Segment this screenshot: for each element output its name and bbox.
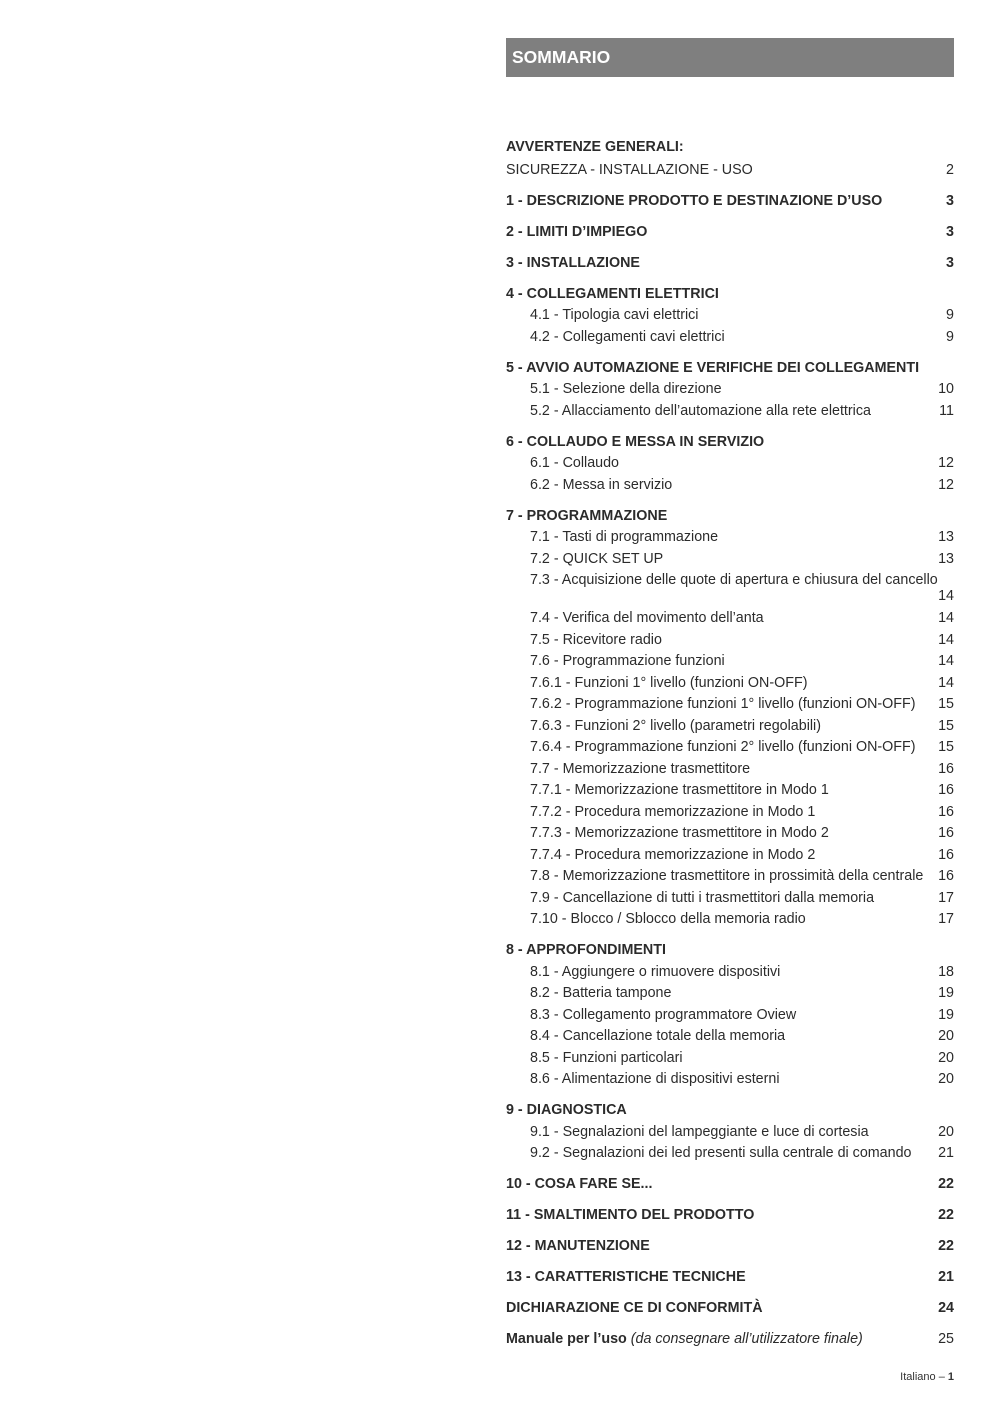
- page-number: 14: [938, 653, 954, 669]
- section-title: 5 - AVVIO AUTOMAZIONE E VERIFICHE DEI COLLEGAMENTI: [506, 359, 920, 376]
- page-number: 22: [938, 1176, 954, 1192]
- section-title: 11 - SMALTIMENTO DEL PRODOTTO: [506, 1207, 755, 1223]
- page-number: 16: [938, 825, 954, 841]
- toc-subsection[interactable]: [506, 737, 954, 759]
- toc-section: [506, 191, 954, 213]
- toc-section: [506, 1298, 954, 1320]
- page-number: 12: [938, 455, 954, 471]
- page-number: 16: [938, 868, 954, 884]
- page-number: 19: [938, 985, 954, 1001]
- page-number: 20: [938, 1071, 954, 1087]
- subsection-label: 7.7 - Memorizzazione trasmettitore: [530, 760, 751, 777]
- toc-subsection[interactable]: [506, 1048, 954, 1070]
- subsection-label: 8.3 - Collegamento programmatore Oview: [530, 1006, 797, 1023]
- toc-subsection[interactable]: [506, 909, 954, 931]
- toc-subsection[interactable]: [506, 1026, 954, 1048]
- user-manual-note: (da consegnare all’utilizzatore finale): [630, 1331, 863, 1347]
- page-number: 3: [946, 254, 954, 271]
- page-number: 11: [939, 402, 954, 419]
- toc-subsection[interactable]: [506, 475, 954, 497]
- page-number: 16: [938, 846, 954, 863]
- page-number: 10: [938, 381, 954, 397]
- page-number: 14: [938, 631, 954, 648]
- subsection-label: 9.1 - Segnalazioni del lampeggiante e luce di cortesia: [530, 1123, 869, 1140]
- page-number: 13: [938, 550, 954, 567]
- subsection-label: 7.10 - Blocco / Sblocco della memoria radio: [530, 911, 806, 927]
- toc-subsection[interactable]: [506, 453, 954, 475]
- subsection-label: 8.2 - Batteria tampone: [530, 985, 672, 1001]
- toc-user-manual[interactable]: [506, 1329, 954, 1351]
- toc-section: [506, 222, 954, 244]
- toc-subsection[interactable]: [506, 759, 954, 781]
- page-number: 20: [938, 1028, 954, 1044]
- section-title: 8 - APPROFONDIMENTI: [506, 942, 666, 958]
- subsection-label: 7.7.3 - Memorizzazione trasmettitore in Modo 2: [530, 825, 829, 841]
- section-title: 7 - PROGRAMMAZIONE: [506, 507, 668, 524]
- toc-subsection[interactable]: [506, 630, 954, 652]
- subsection-label: 7.6.2 - Programmazione funzioni 1° livello (funzioni ON-OFF): [530, 696, 916, 712]
- subsection-label: 7.3 - Acquisizione delle quote di apertura e chiusura del cancello: [530, 572, 938, 588]
- toc-subsection[interactable]: [506, 549, 954, 571]
- subsection-label: 6.2 - Messa in servizio: [530, 476, 673, 493]
- subsection-label: 4.1 - Tipologia cavi elettrici: [530, 307, 699, 323]
- section-title: 9 - DIAGNOSTICA: [506, 1102, 627, 1118]
- page-number: 21: [938, 1269, 954, 1285]
- toc-subsection[interactable]: [506, 570, 954, 608]
- toc-subsection[interactable]: [506, 651, 954, 673]
- toc-section-heading[interactable]: [506, 940, 954, 962]
- toc-section-heading[interactable]: [506, 1236, 954, 1258]
- subsection-label: 9.2 - Segnalazioni dei led presenti sulla centrale di comando: [530, 1145, 912, 1161]
- subsection-label: 6.1 - Collaudo: [530, 455, 620, 471]
- subsection-label: 8.4 - Cancellazione totale della memoria: [530, 1028, 786, 1044]
- section-title: 13 - CARATTERISTICHE TECNICHE: [506, 1269, 746, 1285]
- toc-subsection[interactable]: [506, 780, 954, 802]
- toc-section: [506, 284, 954, 349]
- toc-section: [506, 253, 954, 275]
- subsection-label: 8.1 - Aggiungere o rimuovere dispositivi: [530, 963, 781, 980]
- toc-section: [506, 506, 954, 931]
- toc-section: [506, 1205, 954, 1227]
- section-title: 1 - DESCRIZIONE PRODOTTO E DESTINAZIONE D’USO: [506, 192, 883, 209]
- toc-subsection[interactable]: [506, 673, 954, 695]
- toc-header: [506, 38, 954, 77]
- footer-language: Italiano –: [900, 1371, 948, 1383]
- toc-section-heading[interactable]: [506, 506, 954, 528]
- toc-section-heading[interactable]: [506, 1267, 954, 1289]
- table-of-contents: [506, 137, 954, 1351]
- page-number: 16: [938, 803, 954, 820]
- toc-section: [506, 1267, 954, 1289]
- toc-subsection[interactable]: [506, 845, 954, 867]
- toc-subsection[interactable]: [506, 1122, 954, 1144]
- toc-subsection[interactable]: [506, 983, 954, 1005]
- subsection-label: 5.1 - Selezione della direzione: [530, 381, 722, 397]
- page-number: 12: [938, 476, 954, 493]
- page-number: 17: [938, 889, 954, 906]
- subsection-label: 7.6.3 - Funzioni 2° livello (parametri regolabili): [530, 717, 821, 734]
- toc-subsection[interactable]: [506, 962, 954, 984]
- page-number: 13: [938, 529, 954, 545]
- toc-subsection[interactable]: [506, 694, 954, 716]
- toc-section-heading[interactable]: [506, 1174, 954, 1196]
- page-number: 3: [946, 223, 954, 240]
- toc-subsection[interactable]: [506, 888, 954, 910]
- page-number: 9: [946, 307, 954, 323]
- page-number: 22: [938, 1238, 954, 1254]
- section-title: DICHIARAZIONE CE DI CONFORMITÀ: [506, 1300, 763, 1316]
- page-number: 24: [938, 1300, 954, 1316]
- toc-section: [506, 432, 954, 497]
- subsection-label: 7.7.1 - Memorizzazione trasmettitore in Modo 1: [530, 782, 829, 798]
- section-title: 4 - COLLEGAMENTI ELETTRICI: [506, 285, 719, 302]
- toc-subsection[interactable]: [506, 527, 954, 549]
- subsection-label: 7.1 - Tasti di programmazione: [530, 529, 719, 545]
- subsection-label: 7.7.2 - Procedura memorizzazione in Modo 1: [530, 803, 816, 820]
- section-title: 2 - LIMITI D’IMPIEGO: [506, 223, 648, 240]
- toc-subsection[interactable]: [506, 608, 954, 630]
- page-number: 20: [938, 1049, 954, 1066]
- toc-section: [506, 1174, 954, 1196]
- toc-section: [506, 940, 954, 1091]
- page-number: 20: [938, 1123, 954, 1140]
- toc-subsection[interactable]: [506, 305, 954, 327]
- toc-intro-heading[interactable]: AVVERTENZE GENERALI:: [506, 139, 684, 155]
- footer-page-number: 1: [947, 1371, 954, 1383]
- section-title: 10 - COSA FARE SE...: [506, 1176, 653, 1192]
- subsection-label: 7.8 - Memorizzazione trasmettitore in prossimità della centrale: [530, 868, 924, 884]
- page-number: 3: [946, 192, 954, 209]
- subsection-label: 8.6 - Alimentazione di dispositivi esterni: [530, 1071, 780, 1087]
- toc-subsection[interactable]: [506, 716, 954, 738]
- subsection-label: 7.2 - QUICK SET UP: [530, 550, 664, 567]
- section-title: 12 - MANUTENZIONE: [506, 1238, 650, 1254]
- toc-subsection[interactable]: [506, 379, 954, 401]
- user-manual-title: Manuale per l’uso: [506, 1331, 627, 1347]
- toc-section-heading[interactable]: [506, 432, 954, 454]
- page-number: 9: [946, 328, 954, 345]
- toc-section-heading[interactable]: [506, 191, 954, 213]
- toc-subsection[interactable]: [506, 1143, 954, 1165]
- toc-section-heading[interactable]: [506, 1100, 954, 1122]
- subsection-label: 7.6.4 - Programmazione funzioni 2° livello (funzioni ON-OFF): [530, 739, 916, 755]
- subsection-label: 8.5 - Funzioni particolari: [530, 1049, 683, 1066]
- subsection-label: 4.2 - Collegamenti cavi elettrici: [530, 328, 725, 345]
- toc-intro-line[interactable]: SICUREZZA - INSTALLAZIONE - USO 2: [506, 160, 954, 182]
- page-number: 14: [938, 588, 954, 604]
- page-number: 19: [938, 1006, 954, 1023]
- toc-section: [506, 358, 954, 423]
- toc-section-heading[interactable]: [506, 253, 954, 275]
- subsection-label: 7.9 - Cancellazione di tutti i trasmettitori dalla memoria: [530, 889, 875, 906]
- page-footer: [900, 1371, 954, 1383]
- page-number: 15: [938, 696, 954, 712]
- page-number: 15: [938, 717, 954, 734]
- page-number: 14: [938, 610, 954, 626]
- page-number: 21: [938, 1145, 954, 1161]
- toc-section-heading[interactable]: [506, 1205, 954, 1227]
- page-number: 2: [946, 161, 954, 178]
- toc-section: [506, 1100, 954, 1165]
- page-number: 16: [938, 760, 954, 777]
- subsection-label: 5.2 - Allacciamento dell’automazione alla rete elettrica: [530, 402, 871, 419]
- page-number: 16: [938, 782, 954, 798]
- toc-section-heading[interactable]: [506, 358, 954, 380]
- toc-section-heading[interactable]: [506, 284, 954, 306]
- toc-subsection[interactable]: [506, 401, 954, 423]
- toc-subsection[interactable]: [506, 866, 954, 888]
- subsection-label: 7.7.4 - Procedura memorizzazione in Modo 2: [530, 846, 816, 863]
- page-number: 15: [938, 739, 954, 755]
- toc-subsection[interactable]: [506, 1069, 954, 1091]
- page-number: 25: [938, 1331, 954, 1347]
- toc-section-heading[interactable]: [506, 222, 954, 244]
- page-number: 14: [938, 674, 954, 691]
- toc-intro: [506, 137, 954, 181]
- subsection-label: 7.5 - Ricevitore radio: [530, 631, 662, 648]
- page-title: SOMMARIO: [512, 47, 611, 67]
- toc-subsection[interactable]: [506, 327, 954, 349]
- toc-section: [506, 1236, 954, 1258]
- subsection-label: 7.6.1 - Funzioni 1° livello (funzioni ON-OFF): [530, 674, 808, 691]
- page-number: 22: [938, 1207, 954, 1223]
- toc-subsection[interactable]: [506, 823, 954, 845]
- page-number: 17: [938, 911, 954, 927]
- page-number: 18: [938, 963, 954, 980]
- toc-subsection[interactable]: [506, 1005, 954, 1027]
- toc-subsection[interactable]: [506, 802, 954, 824]
- section-title: 3 - INSTALLAZIONE: [506, 254, 640, 271]
- subsection-label: 7.4 - Verifica del movimento dell’anta: [530, 610, 764, 626]
- toc-section-heading[interactable]: [506, 1298, 954, 1320]
- subsection-label: 7.6 - Programmazione funzioni: [530, 653, 725, 669]
- section-title: 6 - COLLAUDO E MESSA IN SERVIZIO: [506, 433, 765, 450]
